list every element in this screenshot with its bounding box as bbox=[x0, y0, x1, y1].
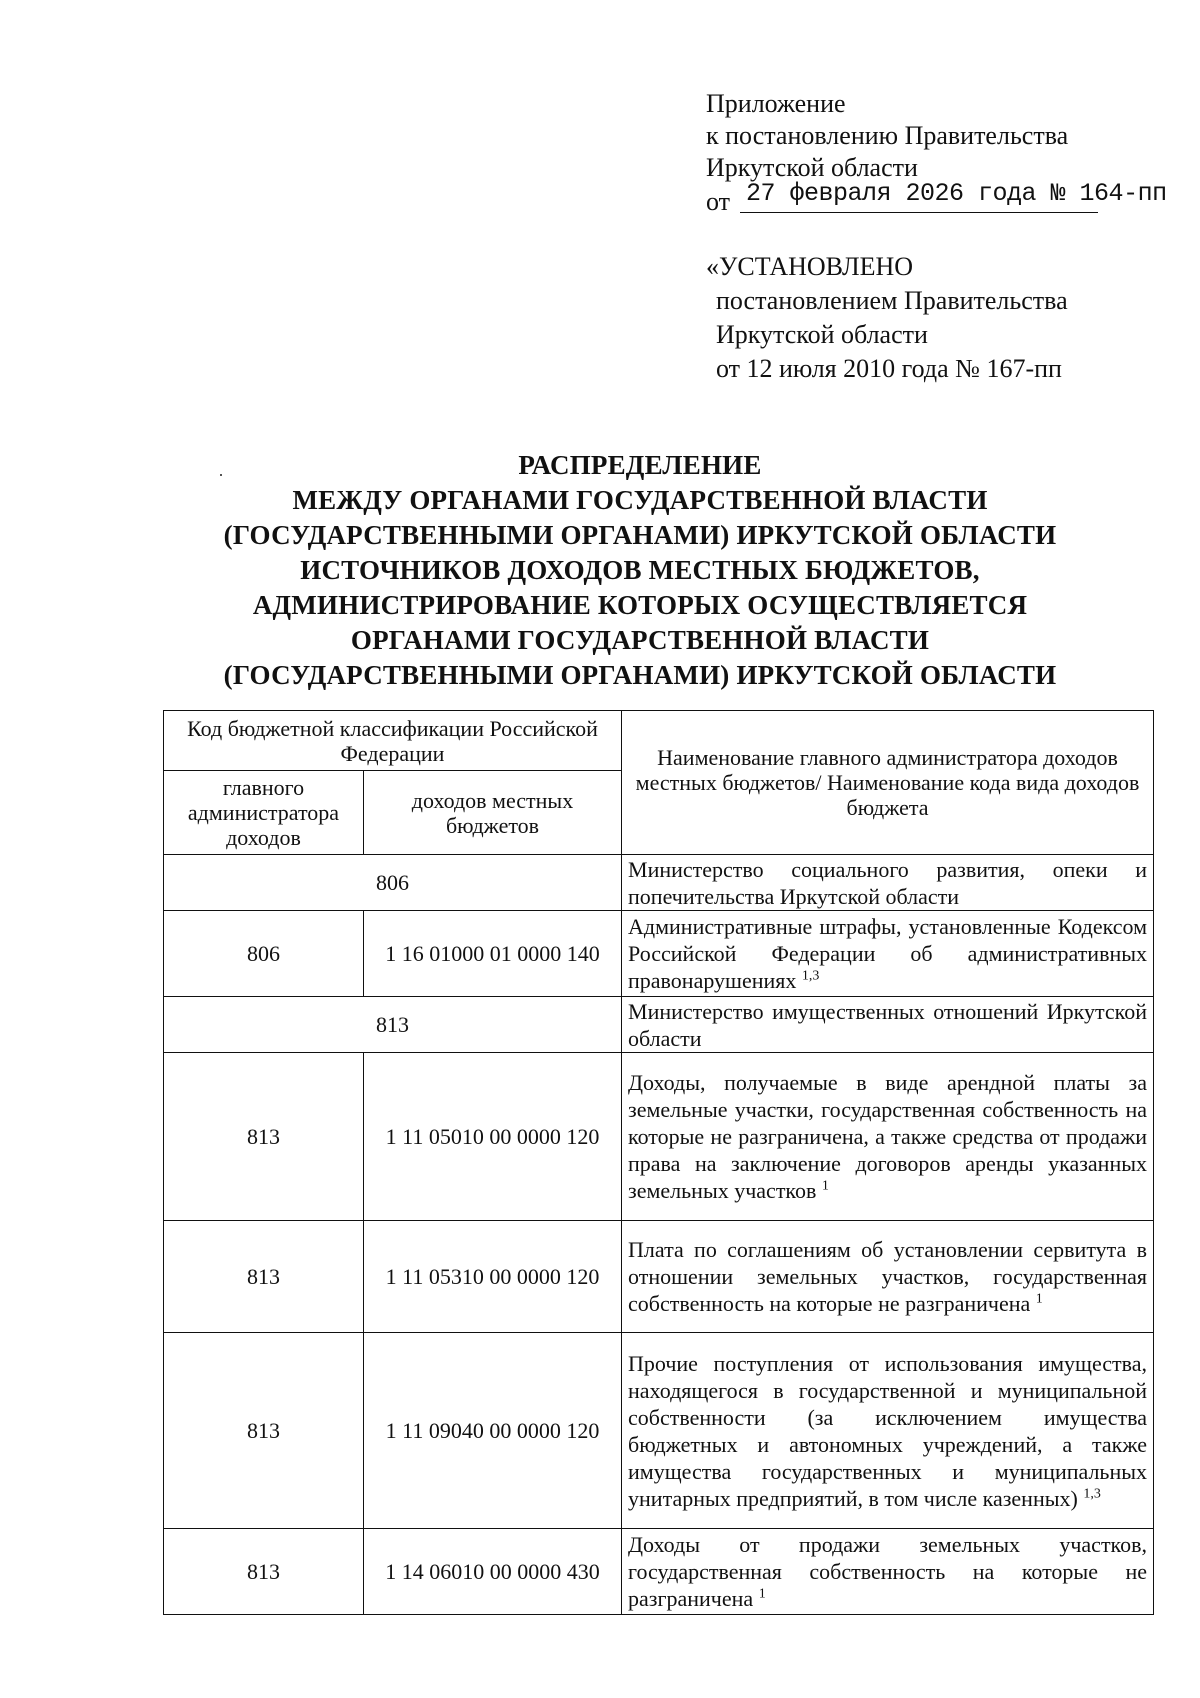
name-cell bbox=[622, 1333, 1154, 1529]
name-text: Министерство социального развития, опеки и попечительства Иркутской области bbox=[628, 856, 1148, 909]
date-value: 27 февраля 2026 года № 164-пп bbox=[746, 179, 1167, 208]
title-line: ОРГАНАМИ ГОСУДАРСТВЕННОЙ ВЛАСТИ bbox=[350, 625, 930, 655]
name-cell bbox=[622, 1053, 1154, 1221]
name-cell bbox=[622, 911, 1154, 997]
table-row bbox=[164, 997, 1154, 1053]
name-text: Прочие поступления от использования имущества, находящегося в государственной и муниципальной собственности (за исключением имущества бюджетных и автономных учреждений, а также имущества государственных и муниципальных унитарных предприятий, в том числе казенных) bbox=[628, 1350, 1148, 1511]
date-prefix: от bbox=[706, 187, 731, 216]
title-line: (ГОСУДАРСТВЕННЫМИ ОРГАНАМИ) ИРКУТСКОЙ ОБЛАСТИ bbox=[223, 660, 1057, 690]
income-distribution-table bbox=[163, 710, 1154, 1615]
table-row bbox=[164, 1221, 1154, 1333]
code-cell: 1 14 06010 00 0000 430 bbox=[364, 1529, 622, 1615]
name-text: Плата по соглашениям об установлении сервитута в отношении земельных участков, государственная собственность на которые не разграничена bbox=[628, 1237, 1148, 1316]
title-line: АДМИНИСТРИРОВАНИЕ КОТОРЫХ ОСУЩЕСТВЛЯЕТСЯ bbox=[252, 590, 1028, 620]
document-title bbox=[100, 448, 1180, 693]
admin-cell: 813 bbox=[164, 1053, 364, 1221]
admin-cell: 813 bbox=[164, 997, 622, 1053]
footnote-mark: 1 bbox=[1035, 1291, 1043, 1307]
appendix-line: Иркутской области bbox=[706, 153, 918, 182]
established-line: Иркутской области bbox=[716, 320, 928, 349]
title-line: МЕЖДУ ОРГАНАМИ ГОСУДАРСТВЕННОЙ ВЛАСТИ bbox=[292, 485, 988, 515]
title-line: (ГОСУДАРСТВЕННЫМИ ОРГАНАМИ) ИРКУТСКОЙ ОБЛАСТИ bbox=[223, 520, 1057, 550]
code-cell: 1 11 05010 00 0000 120 bbox=[364, 1053, 622, 1221]
code-cell: 1 11 09040 00 0000 120 bbox=[364, 1333, 622, 1529]
code-cell: 1 11 05310 00 0000 120 bbox=[364, 1221, 622, 1333]
header-income-code: доходов местных бюджетов bbox=[364, 771, 622, 855]
name-text: Доходы, получаемые в виде арендной платы за земельные участки, государственная собственность на которые не разграничена, а также средства от продажи права на заключение договоров аренды указанных земельных участков bbox=[628, 1070, 1148, 1203]
established-line: «УСТАНОВЛЕНО bbox=[706, 252, 914, 281]
admin-cell: 806 bbox=[164, 911, 364, 997]
table-row bbox=[164, 1053, 1154, 1221]
name-text: Административные штрафы, установленные Кодексом Российской Федерации об административных правонарушениях bbox=[628, 914, 1148, 993]
table-row bbox=[164, 855, 1154, 911]
appendix-date-line bbox=[706, 179, 1167, 218]
appendix-block bbox=[706, 88, 1167, 218]
header-name: Наименование главного администратора доходов местных бюджетов/ Наименование кода вида доходов бюджета bbox=[622, 711, 1154, 855]
admin-cell: 806 bbox=[164, 855, 622, 911]
name-cell bbox=[622, 1221, 1154, 1333]
admin-cell: 813 bbox=[164, 1221, 364, 1333]
footnote-mark: 1 bbox=[821, 1178, 829, 1194]
name-text: Министерство имущественных отношений Иркутской области bbox=[628, 998, 1148, 1051]
title-line: ИСТОЧНИКОВ ДОХОДОВ МЕСТНЫХ БЮДЖЕТОВ, bbox=[300, 555, 980, 585]
name-cell bbox=[622, 1529, 1154, 1615]
name-cell bbox=[622, 855, 1154, 911]
established-line: постановлением Правительства bbox=[716, 286, 1068, 315]
admin-cell: 813 bbox=[164, 1333, 364, 1529]
header-admin-code: главного администратора доходов bbox=[164, 771, 364, 855]
code-cell: 1 16 01000 01 0000 140 bbox=[364, 911, 622, 997]
appendix-line: Приложение bbox=[706, 89, 846, 118]
admin-cell: 813 bbox=[164, 1529, 364, 1615]
name-cell bbox=[622, 997, 1154, 1053]
table-row bbox=[164, 911, 1154, 997]
title-line: РАСПРЕДЕЛЕНИЕ bbox=[518, 450, 762, 480]
footnote-mark: 1,3 bbox=[801, 968, 820, 984]
footnote-mark: 1 bbox=[758, 1586, 766, 1602]
table-row bbox=[164, 1333, 1154, 1529]
table-row bbox=[164, 1529, 1154, 1615]
footnote-mark: 1,3 bbox=[1083, 1486, 1101, 1502]
established-line: от 12 июля 2010 года № 167-пп bbox=[716, 354, 1062, 383]
appendix-line: к постановлению Правительства bbox=[706, 121, 1069, 150]
established-block bbox=[706, 250, 1068, 386]
header-code-group: Код бюджетной классификации Российской Федерации bbox=[164, 711, 622, 771]
name-text: Доходы от продажи земельных участков, государственная собственность на которые не разграничена bbox=[628, 1532, 1148, 1611]
